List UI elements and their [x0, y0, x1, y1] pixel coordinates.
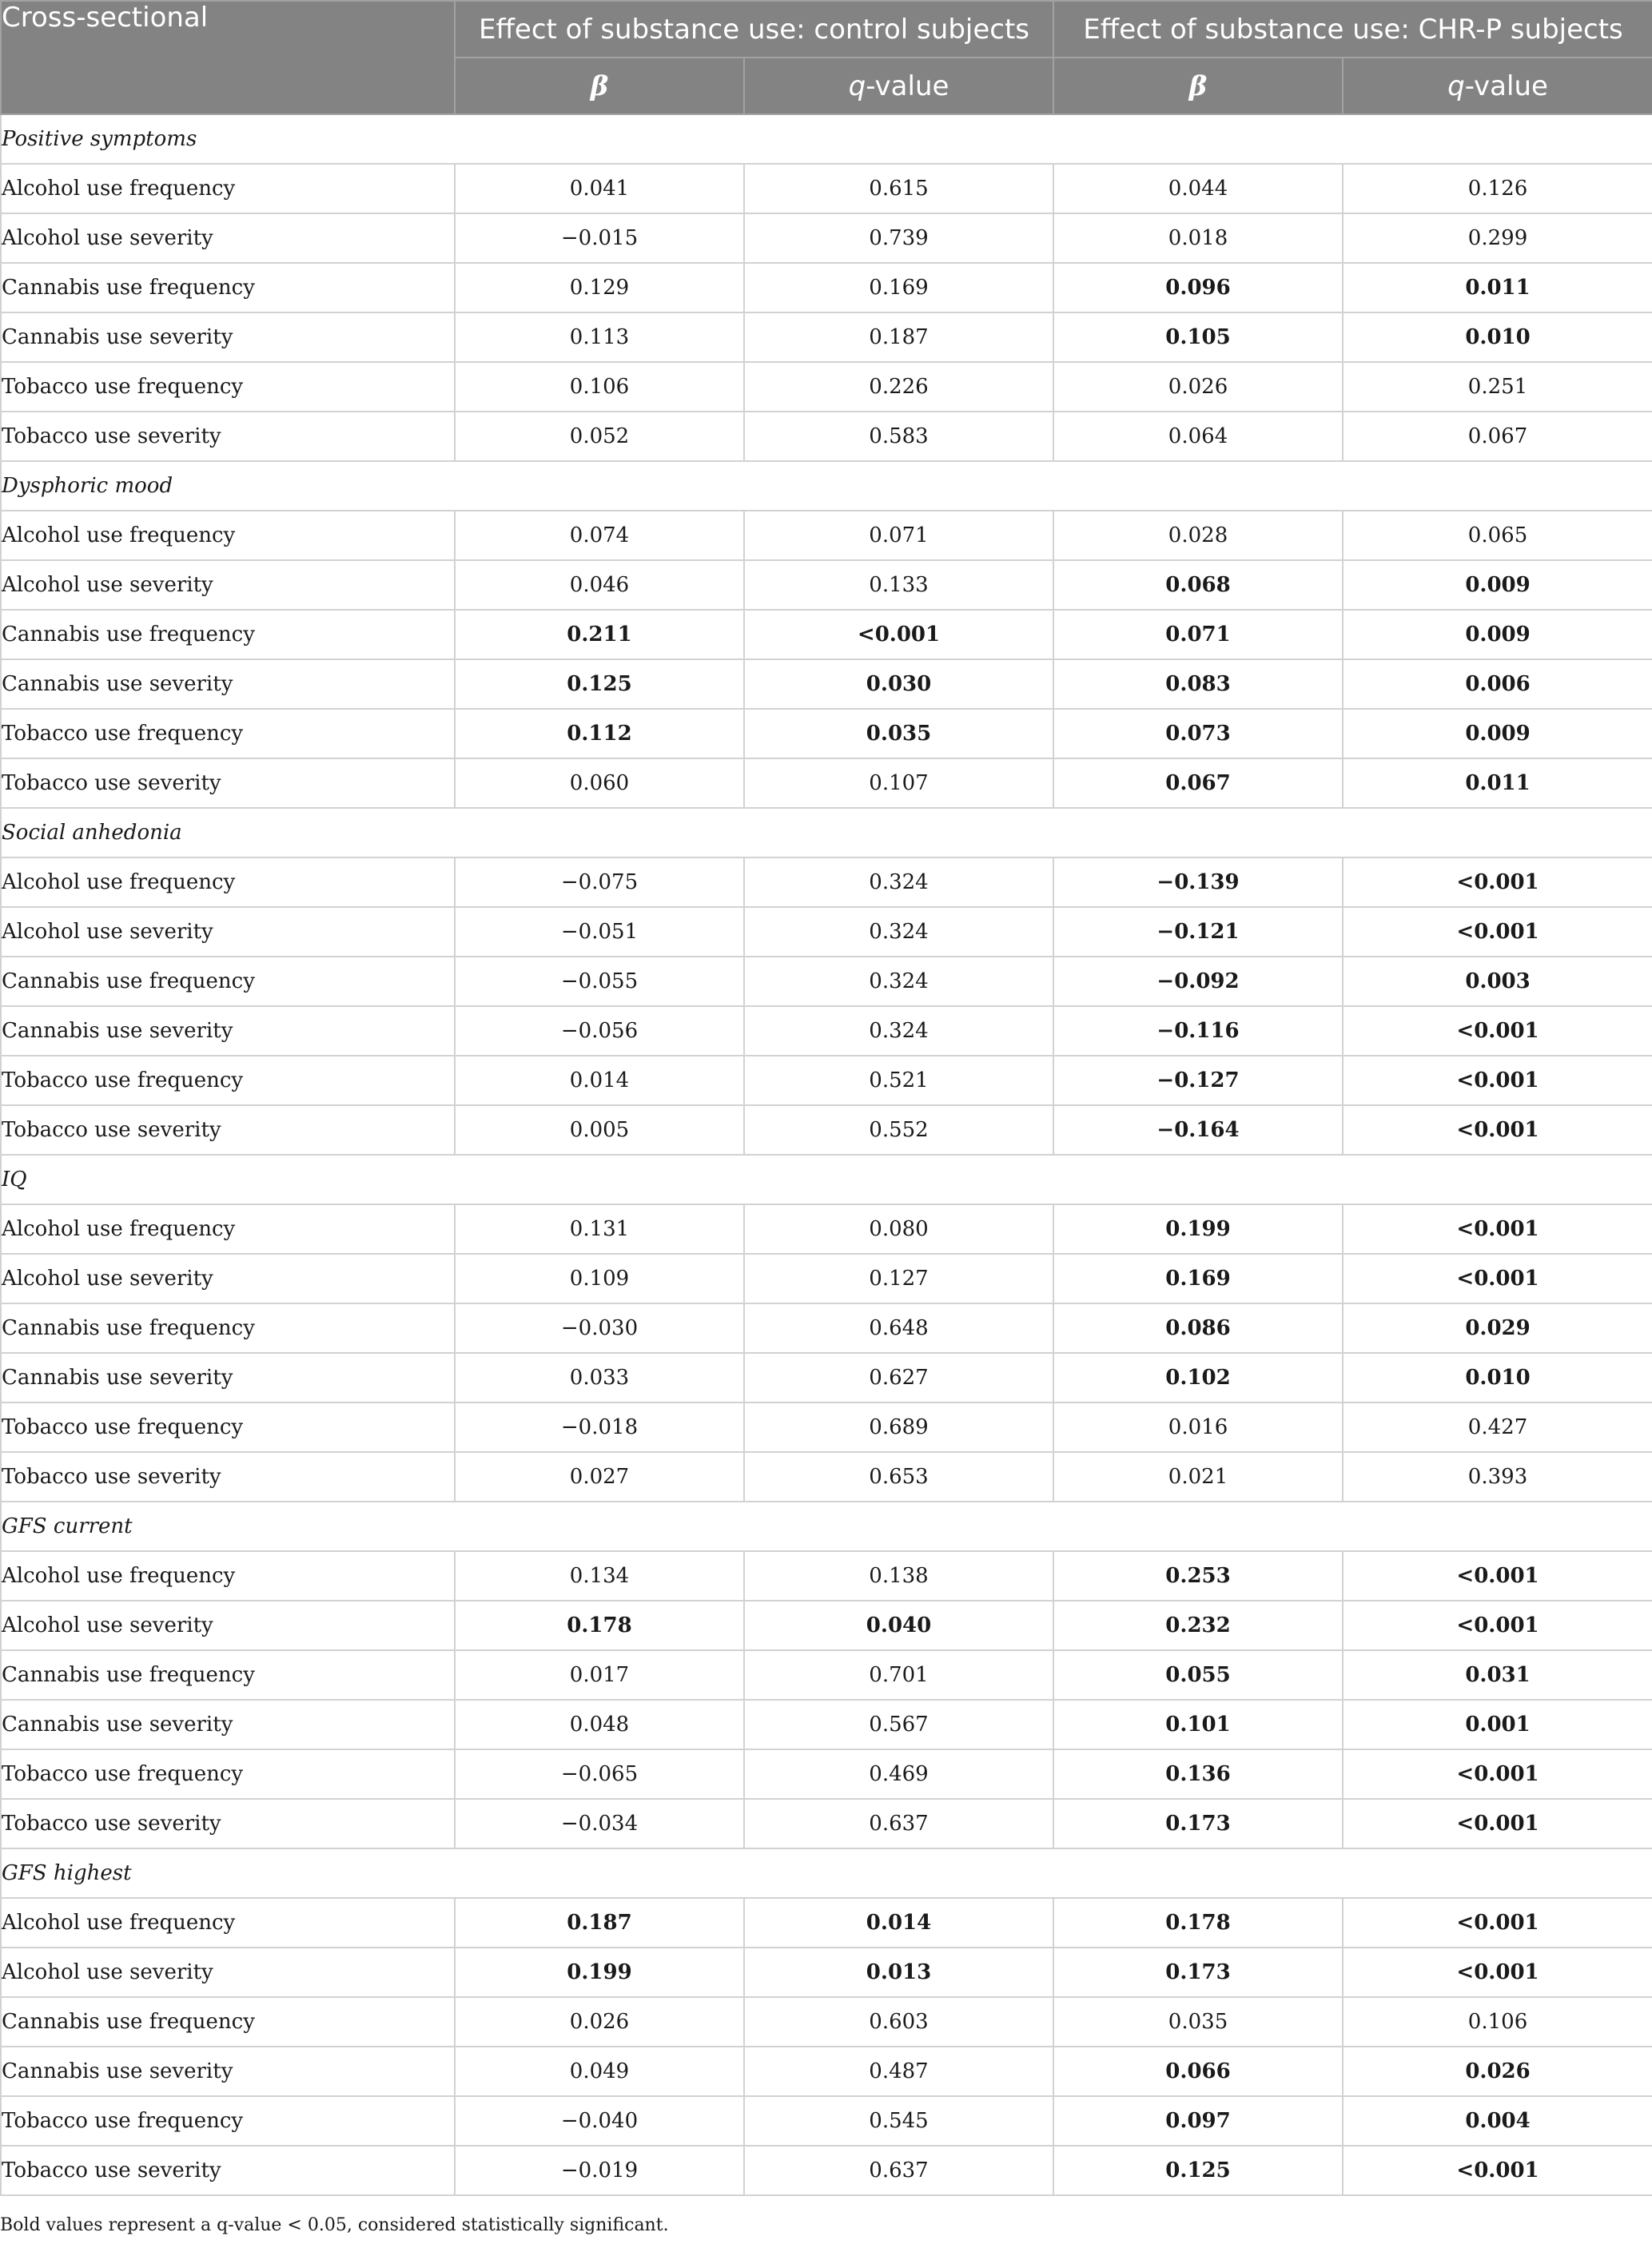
control-q-cell: 0.080: [744, 1204, 1053, 1254]
section-title: IQ: [1, 1155, 1652, 1204]
row-label: Tobacco use frequency: [1, 2096, 455, 2146]
control-q-cell: 0.469: [744, 1749, 1053, 1799]
control-q-cell: 0.324: [744, 857, 1053, 907]
row-label: Alcohol use severity: [1, 560, 455, 610]
control-beta-cell: −0.015: [455, 213, 744, 263]
control-q-cell: 0.324: [744, 957, 1053, 1006]
row-label: Cannabis use severity: [1, 1700, 455, 1749]
chrp-q-cell: <0.001: [1343, 1749, 1652, 1799]
chrp-q-cell: <0.001: [1343, 1948, 1652, 1997]
chrp-beta-cell: 0.102: [1053, 1353, 1343, 1402]
control-beta-cell: −0.018: [455, 1402, 744, 1452]
chrp-q-cell: <0.001: [1343, 1601, 1652, 1650]
control-q-cell: 0.627: [744, 1353, 1053, 1402]
section-row: [1, 461, 1652, 511]
control-beta-cell: 0.074: [455, 511, 744, 560]
table-row: [1, 2146, 1652, 2195]
table-row: [1, 1898, 1652, 1948]
control-q-cell: 0.035: [744, 709, 1053, 758]
control-beta-cell: 0.027: [455, 1452, 744, 1502]
control-beta-cell: 0.125: [455, 659, 744, 709]
chrp-q-cell: 0.299: [1343, 213, 1652, 263]
control-beta-cell: 0.112: [455, 709, 744, 758]
table-row: [1, 412, 1652, 461]
chrp-q-cell: <0.001: [1343, 907, 1652, 957]
chrp-beta-cell: 0.169: [1053, 1254, 1343, 1303]
section-row: [1, 1155, 1652, 1204]
row-label: Alcohol use frequency: [1, 1204, 455, 1254]
control-q-cell: 0.701: [744, 1650, 1053, 1700]
row-label: Cannabis use frequency: [1, 1303, 455, 1353]
control-beta-cell: 0.129: [455, 263, 744, 312]
header-corner: Cross-sectional: [1, 1, 455, 114]
control-beta-cell: 0.017: [455, 1650, 744, 1700]
row-label: Tobacco use severity: [1, 1105, 455, 1155]
table-row: [1, 2047, 1652, 2096]
table-row: [1, 1056, 1652, 1105]
control-q-cell: 0.127: [744, 1254, 1053, 1303]
chrp-beta-cell: 0.018: [1053, 213, 1343, 263]
row-label: Alcohol use severity: [1, 907, 455, 957]
chrp-beta-cell: 0.178: [1053, 1898, 1343, 1948]
row-label: Alcohol use severity: [1, 1254, 455, 1303]
chrp-q-cell: 0.251: [1343, 362, 1652, 412]
chrp-q-cell: 0.003: [1343, 957, 1652, 1006]
chrp-beta-cell: 0.067: [1053, 758, 1343, 808]
row-label: Alcohol use severity: [1, 213, 455, 263]
chrp-beta-cell: 0.021: [1053, 1452, 1343, 1502]
section-title: GFS highest: [1, 1848, 1652, 1898]
chrp-beta-cell: 0.055: [1053, 1650, 1343, 1700]
row-label: Tobacco use frequency: [1, 362, 455, 412]
chrp-q-cell: 0.006: [1343, 659, 1652, 709]
chrp-q-cell: 0.029: [1343, 1303, 1652, 1353]
control-beta-cell: −0.034: [455, 1799, 744, 1848]
control-beta-cell: −0.051: [455, 907, 744, 957]
chrp-beta-cell: 0.101: [1053, 1700, 1343, 1749]
control-beta-cell: −0.075: [455, 857, 744, 907]
chrp-q-cell: 0.009: [1343, 560, 1652, 610]
chrp-q-cell: <0.001: [1343, 1105, 1652, 1155]
table-row: [1, 362, 1652, 412]
chrp-beta-cell: 0.125: [1053, 2146, 1343, 2195]
chrp-beta-cell: 0.064: [1053, 412, 1343, 461]
control-beta-cell: 0.109: [455, 1254, 744, 1303]
control-beta-cell: 0.106: [455, 362, 744, 412]
control-q-cell: 0.521: [744, 1056, 1053, 1105]
control-q-cell: 0.324: [744, 907, 1053, 957]
chrp-beta-cell: 0.097: [1053, 2096, 1343, 2146]
chrp-beta-cell: 0.096: [1053, 263, 1343, 312]
control-q-cell: 0.040: [744, 1601, 1053, 1650]
q-suffix: -value: [1464, 70, 1548, 102]
table-row: [1, 1006, 1652, 1056]
control-q-cell: 0.648: [744, 1303, 1053, 1353]
section-title: GFS current: [1, 1502, 1652, 1551]
table-row: [1, 1204, 1652, 1254]
chrp-beta-cell: 0.199: [1053, 1204, 1343, 1254]
control-q-cell: 0.187: [744, 312, 1053, 362]
row-label: Cannabis use frequency: [1, 610, 455, 659]
table-row: [1, 1700, 1652, 1749]
control-beta-cell: −0.019: [455, 2146, 744, 2195]
table-row: [1, 213, 1652, 263]
row-label: Cannabis use severity: [1, 1353, 455, 1402]
chrp-beta-cell: 0.173: [1053, 1799, 1343, 1848]
chrp-q-cell: <0.001: [1343, 1204, 1652, 1254]
chrp-beta-cell: 0.071: [1053, 610, 1343, 659]
chrp-beta-cell: 0.232: [1053, 1601, 1343, 1650]
chrp-q-cell: <0.001: [1343, 857, 1652, 907]
control-q-cell: 0.653: [744, 1452, 1053, 1502]
chrp-beta-cell: −0.139: [1053, 857, 1343, 907]
chrp-beta-cell: 0.028: [1053, 511, 1343, 560]
chrp-q-cell: 0.026: [1343, 2047, 1652, 2096]
row-label: Tobacco use severity: [1, 2146, 455, 2195]
chrp-beta-cell: −0.092: [1053, 957, 1343, 1006]
header-group-control: Effect of substance use: control subjects: [455, 1, 1053, 58]
control-beta-cell: 0.134: [455, 1551, 744, 1601]
control-q-cell: 0.583: [744, 412, 1053, 461]
table-body: [1, 114, 1652, 2195]
row-label: Tobacco use frequency: [1, 1402, 455, 1452]
control-beta-cell: 0.046: [455, 560, 744, 610]
chrp-beta-cell: −0.121: [1053, 907, 1343, 957]
chrp-beta-cell: 0.136: [1053, 1749, 1343, 1799]
control-beta-cell: 0.026: [455, 1997, 744, 2047]
row-label: Tobacco use severity: [1, 1799, 455, 1848]
control-beta-cell: 0.033: [455, 1353, 744, 1402]
chrp-beta-cell: 0.173: [1053, 1948, 1343, 1997]
row-label: Cannabis use severity: [1, 312, 455, 362]
control-q-cell: 0.133: [744, 560, 1053, 610]
row-label: Tobacco use severity: [1, 758, 455, 808]
chrp-q-cell: <0.001: [1343, 1898, 1652, 1948]
row-label: Alcohol use frequency: [1, 511, 455, 560]
chrp-q-cell: 0.011: [1343, 758, 1652, 808]
chrp-q-cell: 0.009: [1343, 610, 1652, 659]
control-beta-cell: −0.065: [455, 1749, 744, 1799]
row-label: Tobacco use severity: [1, 412, 455, 461]
control-q-cell: 0.637: [744, 1799, 1053, 1848]
chrp-beta-cell: 0.253: [1053, 1551, 1343, 1601]
table-row: [1, 1997, 1652, 2047]
control-q-cell: 0.487: [744, 2047, 1053, 2096]
row-label: Cannabis use frequency: [1, 263, 455, 312]
control-beta-cell: 0.049: [455, 2047, 744, 2096]
table-row: [1, 1452, 1652, 1502]
control-beta-cell: −0.056: [455, 1006, 744, 1056]
chrp-beta-cell: 0.105: [1053, 312, 1343, 362]
row-label: Cannabis use frequency: [1, 957, 455, 1006]
chrp-q-cell: 0.065: [1343, 511, 1652, 560]
chrp-beta-cell: −0.116: [1053, 1006, 1343, 1056]
control-beta-cell: 0.060: [455, 758, 744, 808]
table-row: [1, 511, 1652, 560]
header-control-beta: [455, 58, 744, 114]
control-q-cell: 0.030: [744, 659, 1053, 709]
q-suffix: -value: [866, 70, 949, 102]
control-beta-cell: 0.041: [455, 164, 744, 213]
chrp-beta-cell: 0.083: [1053, 659, 1343, 709]
section-row: [1, 114, 1652, 164]
row-label: Cannabis use severity: [1, 1006, 455, 1056]
section-row: [1, 1848, 1652, 1898]
control-beta-cell: 0.113: [455, 312, 744, 362]
control-q-cell: 0.545: [744, 2096, 1053, 2146]
table-row: [1, 1254, 1652, 1303]
chrp-beta-cell: 0.086: [1053, 1303, 1343, 1353]
table-row: [1, 1601, 1652, 1650]
table-row: [1, 907, 1652, 957]
chrp-q-cell: 0.011: [1343, 263, 1652, 312]
table-row: [1, 857, 1652, 907]
table-row: [1, 560, 1652, 610]
chrp-q-cell: 0.010: [1343, 312, 1652, 362]
chrp-q-cell: <0.001: [1343, 1551, 1652, 1601]
row-label: Tobacco use frequency: [1, 1056, 455, 1105]
chrp-beta-cell: 0.026: [1053, 362, 1343, 412]
table-row: [1, 610, 1652, 659]
control-q-cell: 0.169: [744, 263, 1053, 312]
table-row: [1, 709, 1652, 758]
q-letter: q: [1447, 70, 1465, 102]
beta-symbol: β: [1188, 70, 1208, 102]
control-q-cell: 0.603: [744, 1997, 1053, 2047]
table-row: [1, 1303, 1652, 1353]
chrp-q-cell: 0.393: [1343, 1452, 1652, 1502]
table-row: [1, 1749, 1652, 1799]
row-label: Tobacco use severity: [1, 1452, 455, 1502]
section-title: Social anhedonia: [1, 808, 1652, 857]
chrp-q-cell: 0.106: [1343, 1997, 1652, 2047]
beta-symbol: β: [590, 70, 609, 102]
row-label: Alcohol use frequency: [1, 1551, 455, 1601]
control-beta-cell: −0.055: [455, 957, 744, 1006]
section-row: [1, 808, 1652, 857]
table-row: [1, 1799, 1652, 1848]
control-q-cell: 0.637: [744, 2146, 1053, 2195]
chrp-q-cell: 0.126: [1343, 164, 1652, 213]
chrp-q-cell: <0.001: [1343, 1254, 1652, 1303]
chrp-q-cell: 0.067: [1343, 412, 1652, 461]
section-title: Dysphoric mood: [1, 461, 1652, 511]
row-label: Cannabis use severity: [1, 2047, 455, 2096]
table-footnote: Bold values represent a q-value < 0.05, considered statistically significant.: [0, 2215, 669, 2235]
control-q-cell: 0.138: [744, 1551, 1053, 1601]
table-row: [1, 957, 1652, 1006]
chrp-q-cell: <0.001: [1343, 1056, 1652, 1105]
table-row: [1, 164, 1652, 213]
row-label: Alcohol use severity: [1, 1601, 455, 1650]
control-beta-cell: −0.040: [455, 2096, 744, 2146]
table-row: [1, 1650, 1652, 1700]
control-beta-cell: 0.052: [455, 412, 744, 461]
chrp-q-cell: <0.001: [1343, 2146, 1652, 2195]
control-q-cell: 0.226: [744, 362, 1053, 412]
chrp-q-cell: 0.031: [1343, 1650, 1652, 1700]
control-q-cell: 0.567: [744, 1700, 1053, 1749]
header-chrp-beta: [1053, 58, 1343, 114]
control-q-cell: 0.615: [744, 164, 1053, 213]
table-row: [1, 758, 1652, 808]
row-label: Cannabis use severity: [1, 659, 455, 709]
q-letter: q: [848, 70, 866, 102]
header-chrp-q: [1343, 58, 1652, 114]
chrp-beta-cell: 0.066: [1053, 2047, 1343, 2096]
row-label: Alcohol use frequency: [1, 857, 455, 907]
control-beta-cell: 0.048: [455, 1700, 744, 1749]
control-q-cell: 0.689: [744, 1402, 1053, 1452]
control-q-cell: 0.014: [744, 1898, 1053, 1948]
chrp-beta-cell: 0.068: [1053, 560, 1343, 610]
control-q-cell: 0.071: [744, 511, 1053, 560]
table-row: [1, 312, 1652, 362]
chrp-q-cell: 0.001: [1343, 1700, 1652, 1749]
chrp-beta-cell: −0.127: [1053, 1056, 1343, 1105]
control-beta-cell: 0.178: [455, 1601, 744, 1650]
row-label: Alcohol use frequency: [1, 164, 455, 213]
control-q-cell: 0.324: [744, 1006, 1053, 1056]
control-q-cell: 0.107: [744, 758, 1053, 808]
row-label: Cannabis use frequency: [1, 1650, 455, 1700]
row-label: Cannabis use frequency: [1, 1997, 455, 2047]
chrp-beta-cell: −0.164: [1053, 1105, 1343, 1155]
table-row: [1, 1402, 1652, 1452]
control-q-cell: 0.552: [744, 1105, 1053, 1155]
header-group-chrp: Effect of substance use: CHR-P subjects: [1053, 1, 1652, 58]
chrp-q-cell: 0.010: [1343, 1353, 1652, 1402]
chrp-q-cell: <0.001: [1343, 1799, 1652, 1848]
table-row: [1, 263, 1652, 312]
table-row: [1, 1105, 1652, 1155]
row-label: Tobacco use frequency: [1, 1749, 455, 1799]
table-row: [1, 1948, 1652, 1997]
header-control-q: [744, 58, 1053, 114]
table-row: [1, 2096, 1652, 2146]
table-row: [1, 1353, 1652, 1402]
control-q-cell: 0.739: [744, 213, 1053, 263]
control-beta-cell: 0.005: [455, 1105, 744, 1155]
chrp-q-cell: 0.427: [1343, 1402, 1652, 1452]
section-row: [1, 1502, 1652, 1551]
chrp-q-cell: 0.004: [1343, 2096, 1652, 2146]
control-beta-cell: −0.030: [455, 1303, 744, 1353]
chrp-beta-cell: 0.073: [1053, 709, 1343, 758]
section-title: Positive symptoms: [1, 114, 1652, 164]
table-row: [1, 1551, 1652, 1601]
row-label: Alcohol use frequency: [1, 1898, 455, 1948]
chrp-beta-cell: 0.016: [1053, 1402, 1343, 1452]
table-row: [1, 659, 1652, 709]
chrp-beta-cell: 0.035: [1053, 1997, 1343, 2047]
row-label: Tobacco use frequency: [1, 709, 455, 758]
chrp-q-cell: <0.001: [1343, 1006, 1652, 1056]
chrp-beta-cell: 0.044: [1053, 164, 1343, 213]
control-beta-cell: 0.211: [455, 610, 744, 659]
chrp-q-cell: 0.009: [1343, 709, 1652, 758]
control-q-cell: <0.001: [744, 610, 1053, 659]
control-beta-cell: 0.014: [455, 1056, 744, 1105]
row-label: Alcohol use severity: [1, 1948, 455, 1997]
control-q-cell: 0.013: [744, 1948, 1053, 1997]
control-beta-cell: 0.187: [455, 1898, 744, 1948]
control-beta-cell: 0.199: [455, 1948, 744, 1997]
control-beta-cell: 0.131: [455, 1204, 744, 1254]
